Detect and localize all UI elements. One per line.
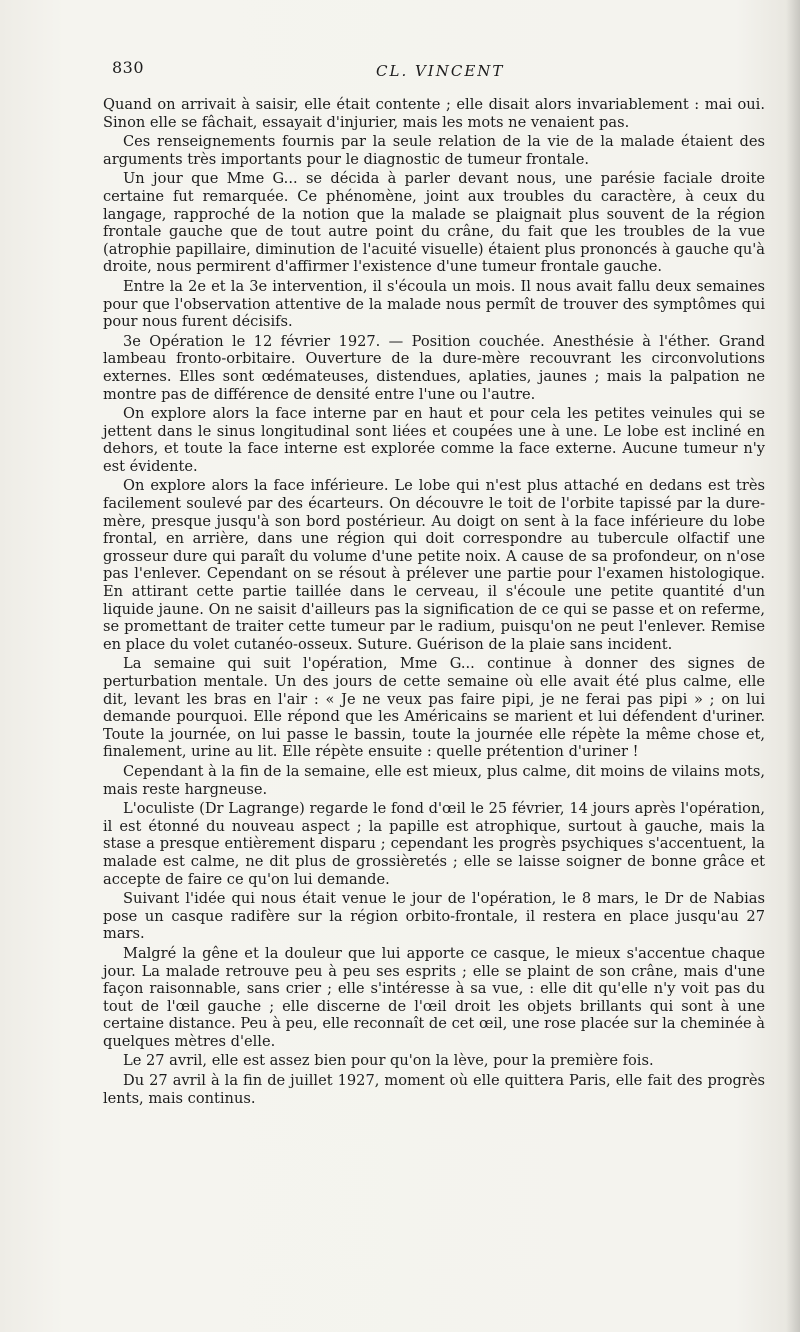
paragraph-6: On explore alors la face interne par en haut et pour cela les petites veinules qui se jettent dans le sinus longitudinal sont liées et coupées une à une. Le lobe est incliné en dehors, et toute la face interne est explorée comme la face externe. Aucune tumeur n'y est évidente. (103, 405, 765, 475)
body-text (103, 96, 765, 1109)
page-number: 830 (112, 58, 145, 77)
paragraph-8: La semaine qui suit l'opération, Mme G... continue à donner des signes de perturbation mentale. Un des jours de cette semaine où elle avait été plus calme, elle dit, levant les bras en l'air : « Je ne veux pas faire pipi, je ne ferai pas pipi » ; on lui demande pourquoi. Elle répond que les Américains se marient et lui défendent d'uriner. Toute la journée, on lui passe le bassin, toute la journée elle répète la même chose et, finalement, urine au lit. Elle répète ensuite : quelle prétention d'uriner ! (103, 655, 765, 761)
paragraph-14: Du 27 avril à la fin de juillet 1927, moment où elle quittera Paris, elle fait des progrès lents, mais continus. (103, 1072, 765, 1107)
paragraph-10: L'oculiste (Dr Lagrange) regarde le fond d'œil le 25 février, 14 jours après l'opération, il est étonné du nouveau aspect ; la papille est atrophique, surtout à gauche, mais la stase a presque entièrement disparu ; cependant les progrès psychiques s'accentuent, la malade est calme, ne dit plus de grossièretés ; elle se laisse soigner de bonne grâce et accepte de faire ce qu'on lui demande. (103, 800, 765, 888)
paragraph-2: Ces renseignements fournis par la seule relation de la vie de la malade étaient des arguments très importants pour le diagnostic de tumeur frontale. (103, 133, 765, 168)
page-header (0, 58, 800, 82)
paragraph-12: Malgré la gêne et la douleur que lui apporte ce casque, le mieux s'accentue chaque jour. La malade retrouve peu à peu ses esprits ; elle se plaint de son crâne, mais d'une façon raisonnable, sans crier ; elle s'intéresse à sa vue, : elle dit qu'elle n'y voit pas du tout de l'œil gauche ; elle discerne de l'œil droit les objets brillants qui sont à une certaine distance. Peu à peu, elle reconnaît de cet œil, une rose placée sur la cheminée à quelques mètres d'elle. (103, 944, 765, 1050)
paragraph-1: Quand on arrivait à saisir, elle était contente ; elle disait alors invariablement : mai oui. Sinon elle se fâchait, essayait d'injurier, mais les mots ne venaient pas. (103, 96, 765, 131)
paragraph-11: Suivant l'idée qui nous était venue le jour de l'opération, le 8 mars, le Dr de Nabias pose un casque radifère sur la région orbito-frontale, il restera en place jusqu'au 27 mars. (103, 890, 765, 943)
paragraph-9: Cependant à la fin de la semaine, elle est mieux, plus calme, dit moins de vilains mots, mais reste hargneuse. (103, 762, 765, 798)
running-title: CL. VINCENT (376, 62, 505, 80)
page-edge-shadow (786, 0, 800, 1332)
paragraph-7: On explore alors la face inférieure. Le lobe qui n'est plus attaché en dedans est très facilement soulevé par des écarteurs. On découvre le toit de l'orbite tapissé par la dure-mère, presque jusqu'à son bord postérieur. Au doigt on sent à la face inférieure du lobe frontal, en arrière, dans une région qui doit correspondre au tubercule olfactif une grosseur dure qui paraît du volume d'une petite noix. A cause de sa profondeur, on n'ose pas l'enlever. Cependant on se résout à prélever une partie pour l'examen histologique. En attirant cette partie taillée dans le cerveau, il s'écoule une petite quantité d'un liquide jaune. On ne saisit d'ailleurs pas la signification de ce qui se passe et on referme, se promettant de traiter cette tumeur par le radium, puisqu'on ne peut l'enlever. Remise en place du volet cutanéo-osseux. Suture. Guérison de la plaie sans incident. (103, 477, 765, 653)
paragraph-4: Entre la 2e et la 3e intervention, il s'écoula un mois. Il nous avait fallu deux semaines pour que l'observation attentive de la malade nous permît de trouver des symptômes qui pour nous furent décisifs. (103, 277, 765, 331)
paragraph-13: Le 27 avril, elle est assez bien pour qu'on la lève, pour la première fois. (123, 1052, 654, 1070)
paragraph-5: 3e Opération le 12 février 1927. — Position couchée. Anesthésie à l'éther. Grand lambeau fronto-orbitaire. Ouverture de la dure-mère recouvrant les circonvolutions externes. Elles sont œdémateuses, distendues, aplaties, jaunes ; mais la palpation ne montre pas de différence de densité entre l'une ou l'autre. (103, 332, 765, 403)
paragraph-3: Un jour que Mme G... se décida à parler devant nous, une parésie faciale droite certaine fut remarquée. Ce phénomène, joint aux troubles du caractère, à ceux du langage, rapproché de la notion que la malade se plaignait plus souvent de la région frontale gauche que de tout autre point du crâne, du fait que les troubles de la vue (atrophie papillaire, diminution de l'acuité visuelle) étaient plus prononcés à gauche qu'à droite, nous permirent d'affirmer l'existence d'une tumeur frontale gauche. (103, 170, 765, 276)
